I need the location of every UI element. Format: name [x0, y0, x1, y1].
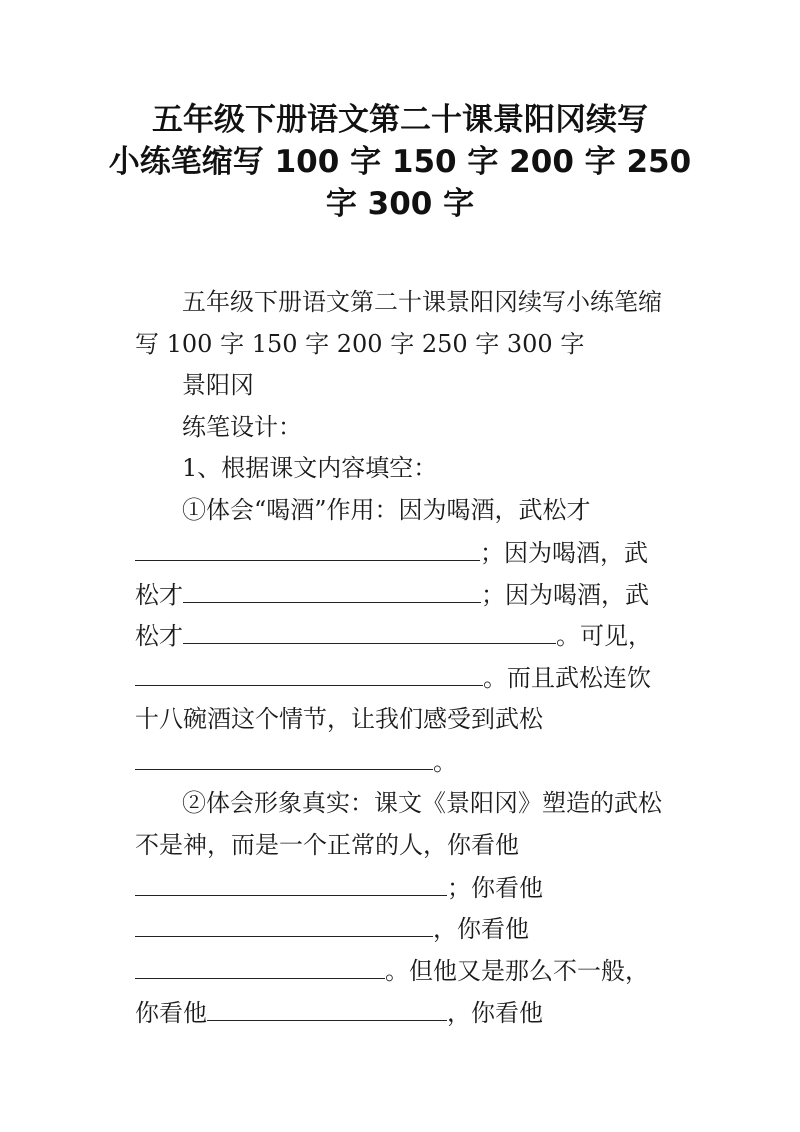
document-title-line-2: 小练笔缩写 100 字 150 字 200 字 250: [108, 144, 692, 180]
intro-line-2: 写 100 字 150 字 200 字 250 字 300 字: [135, 330, 585, 358]
document-title-line-3: 字 300 字: [325, 186, 475, 222]
section-heading: 景阳冈: [182, 371, 254, 399]
question-2-line-6: 你看他 ，你看他: [135, 999, 543, 1027]
intro-line-1: 五年级下册语文第二十课景阳冈续写小练笔缩: [182, 288, 662, 316]
fill-blank[interactable]: [207, 998, 447, 1021]
exercise-label: 练笔设计：: [182, 413, 302, 441]
fill-blank[interactable]: [135, 538, 480, 561]
fill-blank[interactable]: [183, 580, 481, 603]
question-1-line-6: 十八碗酒这个情节，让我们感受到武松: [135, 705, 543, 733]
fill-blank[interactable]: [135, 747, 433, 770]
fill-blank[interactable]: [135, 914, 433, 937]
question-1-line-5: 。而且武松连饮: [135, 663, 651, 692]
question-2-line-1: ②体会形象真实：课文《景阳冈》塑造的武松: [182, 789, 662, 817]
question-2-line-5: 。但他又是那么不一般，: [135, 956, 649, 985]
question-1-line-4: 松才 。可见，: [135, 622, 652, 650]
question-1-line-3: 松才 ；因为喝酒，武: [135, 581, 649, 609]
fill-blank[interactable]: [135, 956, 385, 979]
question-1-line-2: ；因为喝酒，武: [135, 538, 648, 567]
fill-blank[interactable]: [135, 873, 447, 896]
question-2-line-3: ；你看他: [135, 873, 543, 902]
question-1-line-7: 。: [135, 747, 457, 776]
document-title-line-1: 五年级下册语文第二十课景阳冈续写: [152, 102, 648, 138]
question-2-line-4: ，你看他: [135, 914, 529, 943]
fill-blank[interactable]: [135, 663, 483, 686]
question-2-line-2: 不是神，而是一个正常的人，你看他: [135, 831, 519, 859]
exercise-instruction: 1、根据课文内容填空：: [182, 454, 438, 482]
fill-blank[interactable]: [183, 621, 556, 644]
question-1-line-1: ①体会“喝酒”作用：因为喝酒，武松才: [182, 496, 591, 524]
